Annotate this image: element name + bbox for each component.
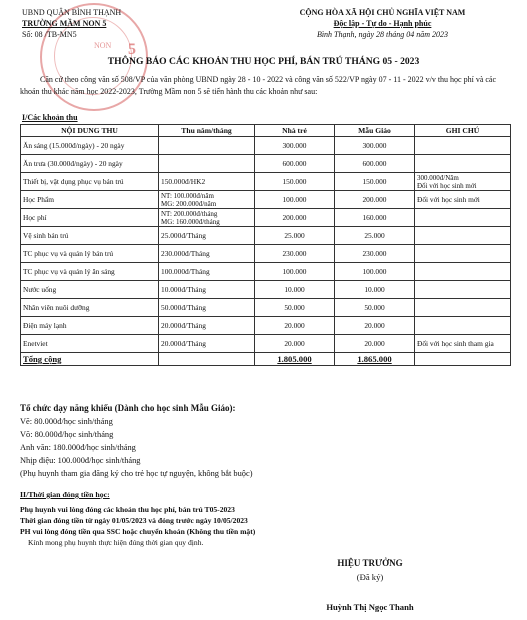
total-row	[21, 353, 511, 366]
payment-line: Thời gian đóng tiền từ ngày 01/05/2023 và đóng trước ngày 10/05/2023	[20, 516, 248, 525]
extracurricular-section	[20, 402, 510, 480]
table-row	[21, 317, 511, 335]
doc-number: Số: 08 /TB-MN5	[22, 30, 77, 39]
table-row	[21, 263, 511, 281]
extra-item: (Phụ huynh tham gia đăng ký cho trẻ học tự nguyện, không bắt buộc)	[20, 469, 253, 478]
table-row	[21, 191, 511, 209]
extra-item: Võ: 80.000đ/học sinh/tháng	[20, 430, 114, 439]
fee-note-cell	[415, 209, 511, 227]
fee-item-cell: Học Phẩm	[21, 191, 159, 209]
fee-note-cell	[415, 299, 511, 317]
fee-note-cell: Đối với học sinh tham gia	[415, 335, 511, 353]
payment-section	[20, 504, 510, 548]
fee-nursery-cell: 20.000	[255, 317, 335, 335]
fee-note-cell	[415, 245, 511, 263]
intro-paragraph: Căn cứ theo công văn số 508/VP của văn phòng UBND ngày 28 - 10 - 2022 và công văn số 522/VP ngày 07 - 11 - 2022 v/v thu học phí và các khoản thu khác năm học 2022-2023, Trường Mầm non 5 sẽ tiến hành thu các khoản như sau:	[20, 75, 497, 96]
table-header-row	[21, 125, 511, 137]
org-line2: TRƯỜNG MẦM NON 5	[22, 19, 107, 28]
fee-nursery-cell: 25.000	[255, 227, 335, 245]
fee-item-cell: Vệ sinh bán trú	[21, 227, 159, 245]
signature-status: (Đã ký)	[356, 572, 384, 582]
table-row	[21, 137, 511, 155]
fee-kindergarten-cell: 600.000	[335, 155, 415, 173]
fee-note-cell	[415, 137, 511, 155]
payment-line: Kính mong phụ huynh thực hiện đúng thời gian quy định.	[28, 538, 204, 547]
fee-period-cell: 230.000đ/Tháng	[159, 245, 255, 263]
fee-kindergarten-cell: 50.000	[335, 299, 415, 317]
fee-item-cell: Thiết bị, vật dụng phục vụ bán trú	[21, 173, 159, 191]
fee-nursery-cell: 230.000	[255, 245, 335, 263]
document-title: THÔNG BÁO CÁC KHOẢN THU HỌC PHÍ, BÁN TRÚ THÁNG 05 - 2023	[107, 56, 420, 67]
nation-title: CỘNG HÒA XÃ HỘI CHỦ NGHĨA VIỆT NAM	[299, 8, 466, 17]
signature-name: Huỳnh Thị Ngọc Thanh	[326, 602, 414, 612]
extra-item: Vẽ: 80.000đ/học sinh/tháng	[20, 417, 113, 426]
fee-nursery-cell: 200.000	[255, 209, 335, 227]
fee-period-cell	[159, 155, 255, 173]
header-right	[250, 7, 515, 40]
fee-note-cell	[415, 155, 511, 173]
fee-item-cell: TC phục vụ và quản lý bán trú	[21, 245, 159, 263]
fee-item-cell: Học phí	[21, 209, 159, 227]
fee-nursery-cell: 10.000	[255, 281, 335, 299]
header-left	[22, 7, 182, 40]
fee-nursery-cell: 150.000	[255, 173, 335, 191]
fees-table	[20, 124, 511, 366]
total-kindergarten: 1.865.000	[335, 353, 415, 366]
fee-kindergarten-cell: 100.000	[335, 263, 415, 281]
fee-item-cell: Nhân viên nuôi dưỡng	[21, 299, 159, 317]
fee-period-cell: 100.000đ/Tháng	[159, 263, 255, 281]
fee-kindergarten-cell: 230.000	[335, 245, 415, 263]
table-row	[21, 155, 511, 173]
fee-kindergarten-cell: 25.000	[335, 227, 415, 245]
total-label: Tổng cộng	[21, 353, 159, 366]
col-header-kindergarten: Mẫu Giáo	[335, 125, 415, 137]
table-row	[21, 227, 511, 245]
table-row	[21, 335, 511, 353]
fee-note-cell	[415, 281, 511, 299]
stamp-number: 5	[128, 41, 136, 58]
table-row	[21, 281, 511, 299]
fee-nursery-cell: 100.000	[255, 263, 335, 281]
fee-period-cell	[159, 137, 255, 155]
fee-period-cell: 20.000đ/Tháng	[159, 317, 255, 335]
fee-nursery-cell: 20.000	[255, 335, 335, 353]
motto: Độc lập - Tự do - Hạnh phúc	[333, 19, 432, 28]
fee-note-cell: 300.000đ/Năm Đối với học sinh mới	[415, 173, 511, 191]
payment-line: PH vui lòng đóng tiền qua SSC hoặc chuyển khoản (Không thu tiền mặt)	[20, 527, 256, 536]
fee-nursery-cell: 100.000	[255, 191, 335, 209]
col-header-item: NỘI DUNG THU	[21, 125, 159, 137]
table-row	[21, 299, 511, 317]
fee-period-cell: NT: 100.000đ/năm MG: 200.000đ/năm	[159, 191, 255, 209]
fee-kindergarten-cell: 20.000	[335, 317, 415, 335]
fee-item-cell: Nước uống	[21, 281, 159, 299]
fee-note-cell: Đối với học sinh mới	[415, 191, 511, 209]
table-body	[21, 137, 511, 353]
fee-period-cell: NT: 200.000đ/tháng MG: 160.000đ/tháng	[159, 209, 255, 227]
table-row	[21, 245, 511, 263]
fee-note-cell	[415, 263, 511, 281]
fee-period-cell: 50.000đ/Tháng	[159, 299, 255, 317]
org-line1: UBND QUẬN BÌNH THẠNH	[22, 8, 122, 17]
stamp-text: NON	[94, 41, 112, 50]
fee-nursery-cell: 300.000	[255, 137, 335, 155]
table-row	[21, 173, 511, 191]
fee-kindergarten-cell: 160.000	[335, 209, 415, 227]
fee-period-cell: 25.000đ/Tháng	[159, 227, 255, 245]
fee-note-cell	[415, 317, 511, 335]
fee-kindergarten-cell: 20.000	[335, 335, 415, 353]
fee-item-cell: Enetviet	[21, 335, 159, 353]
section2-heading: II/Thời gian đóng tiền học:	[20, 490, 110, 499]
col-header-nursery: Nhà trẻ	[255, 125, 335, 137]
fee-kindergarten-cell: 300.000	[335, 137, 415, 155]
fee-item-cell: Điện máy lạnh	[21, 317, 159, 335]
signature-role: HIỆU TRƯỞNG	[337, 558, 403, 568]
fee-item-cell: TC phục vụ và quản lý ăn sáng	[21, 263, 159, 281]
fee-nursery-cell: 50.000	[255, 299, 335, 317]
total-period	[159, 353, 255, 366]
fee-note-cell	[415, 227, 511, 245]
doc-date: Bình Thạnh, ngày 28 tháng 04 năm 2023	[316, 30, 449, 39]
table-row	[21, 209, 511, 227]
extra-item: Anh văn: 180.000đ/học sinh/tháng	[20, 443, 136, 452]
total-nursery: 1.805.000	[255, 353, 335, 366]
fee-kindergarten-cell: 150.000	[335, 173, 415, 191]
fee-period-cell: 20.000đ/Tháng	[159, 335, 255, 353]
fee-kindergarten-cell: 200.000	[335, 191, 415, 209]
fee-item-cell: Ăn trưa (30.000đ/ngày) - 20 ngày	[21, 155, 159, 173]
total-note	[415, 353, 511, 366]
fee-nursery-cell: 600.000	[255, 155, 335, 173]
section1-heading: I/Các khoản thu	[22, 113, 78, 122]
fee-item-cell: Ăn sáng (15.000đ/ngày) - 20 ngày	[21, 137, 159, 155]
fee-period-cell: 150.000đ/HK2	[159, 173, 255, 191]
fee-kindergarten-cell: 10.000	[335, 281, 415, 299]
fee-period-cell: 10.000đ/Tháng	[159, 281, 255, 299]
extracurricular-heading: Tổ chức dạy năng khiếu (Dành cho học sinh Mẫu Giáo):	[20, 403, 236, 413]
col-header-period: Thu năm/tháng	[159, 125, 255, 137]
col-header-note: GHI CHÚ	[415, 125, 511, 137]
payment-line: Phụ huynh vui lòng đóng các khoản thu học phí, bán trú T05-2023	[20, 505, 235, 514]
extra-item: Nhịp điệu: 100.000đ/học sinh/tháng	[20, 456, 141, 465]
